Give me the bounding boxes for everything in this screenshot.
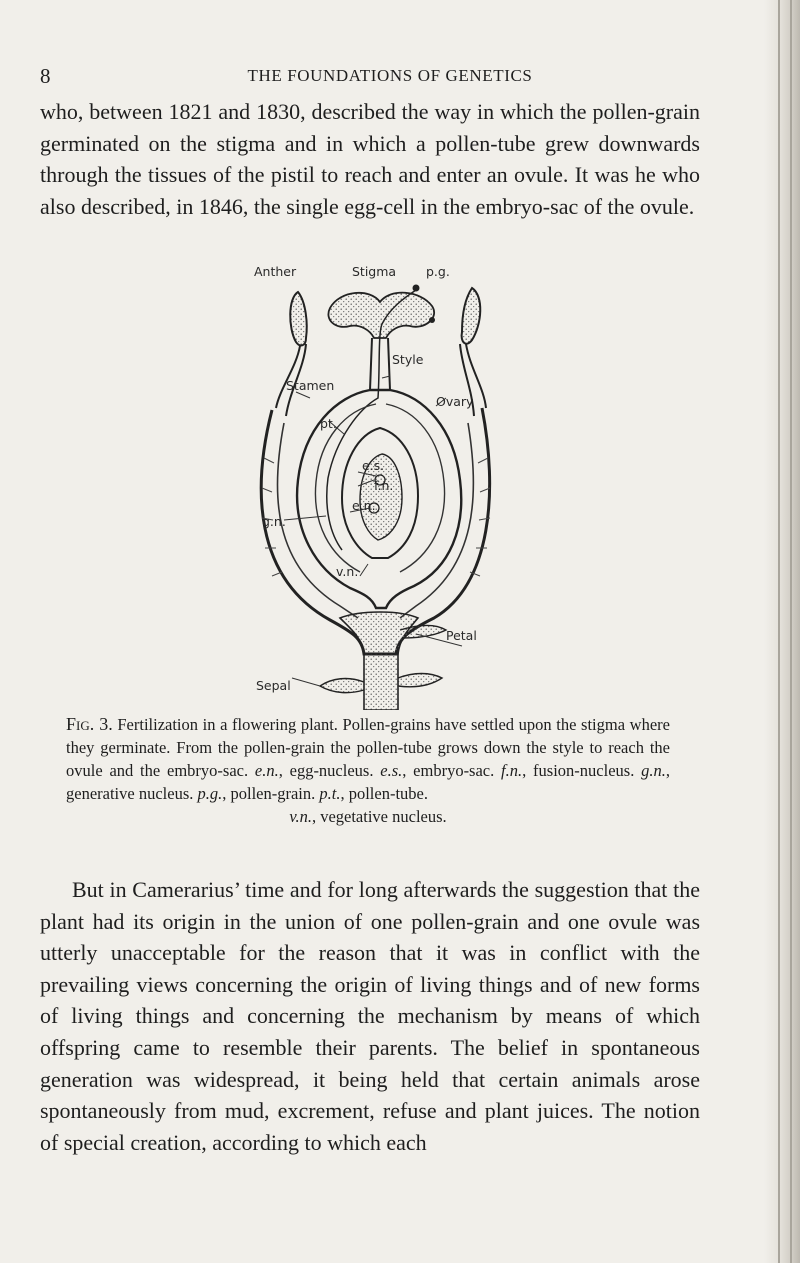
page-edge-line	[790, 0, 792, 1263]
body-paragraph-1: who, between 1821 and 1830, described the way in which the pollen-grain germinated on the stigma and in which a pollen-tube grew downwards through the tissues of the pistil to reach and enter an ovule. It was he who also described, in 1846, the single egg-cell in the embryo-sac of the ovule.	[40, 99, 700, 219]
label-style: Style	[392, 352, 424, 367]
anther-right	[462, 288, 481, 344]
label-vn: v.n.	[336, 564, 359, 579]
sepal-left	[320, 679, 364, 693]
caption-abbr: e.n.	[254, 761, 279, 780]
flower-stalk	[364, 654, 398, 710]
label-petal: Petal	[446, 628, 477, 643]
page-edge-line	[778, 0, 780, 1263]
caption-abbr: g.n.	[641, 761, 666, 780]
label-stamen: Stamen	[286, 378, 335, 393]
caption-meaning: , fusion-nucleus.	[522, 761, 642, 780]
running-head	[40, 64, 740, 94]
label-stigma: Stigma	[352, 264, 397, 279]
page-edge-shadow	[764, 0, 800, 1263]
caption-intro: Fertilization in a flowering plant. Pollen-grains have settled upon the stigma where they germinate. From the pollen-grain the pollen-tube grows down the style to reach the ovule and the embryo-sac.	[66, 715, 670, 780]
label-anther: Anther	[254, 264, 297, 279]
caption-meaning: , generative nucleus.	[66, 761, 670, 803]
caption-meaning: , embryo-sac.	[402, 761, 502, 780]
caption-abbr: p.t.	[319, 784, 341, 803]
caption-abbr: f.n.	[501, 761, 523, 780]
label-gn: g.n.	[262, 514, 286, 529]
caption-meaning: , vegetative nucleus.	[311, 807, 447, 826]
anther-left	[290, 292, 306, 345]
page-number: 8	[40, 64, 51, 88]
caption-abbr: e.s.	[380, 761, 403, 780]
label-en: e.n.	[352, 498, 376, 513]
caption-meaning: , egg-nucleus.	[278, 761, 381, 780]
caption-meaning: , pollen-grain.	[222, 784, 320, 803]
flower-fertilization-figure	[240, 258, 510, 710]
label-fn: f.n.	[374, 478, 394, 493]
flower-diagram	[240, 258, 510, 710]
figure-caption	[66, 713, 670, 828]
body-paragraph-2: But in Camerarius’ time and for long afterwards the suggestion that the plant had its origin in the union of one pollen-grain and one ovule was utterly unacceptable for the reason that it was in conflict with the prevailing views concerning the origin of living things and of new forms of living things and concerning the mechanism by means of which offspring came to resemble their parents. The belief in spontaneous generation was widespread, it being held that certain animals arose spontaneously from mud, excrement, refuse and plant juices. The notion of special creation, according to which each	[40, 877, 700, 1155]
label-pg: p.g.	[426, 264, 450, 279]
running-title: THE FOUNDATIONS OF GENETICS	[247, 66, 533, 85]
label-ovary: Ovary	[436, 394, 474, 409]
caption-abbr: v.n.	[289, 807, 312, 826]
caption-figure-number: Fig. 3.	[66, 714, 113, 734]
pollen-grain	[429, 317, 435, 323]
label-es: e.s.	[362, 458, 385, 473]
caption-last-line	[66, 805, 670, 828]
caption-meaning: , pollen-tube.	[340, 784, 428, 803]
label-sepal: Sepal	[256, 678, 291, 693]
label-pt: pt.	[320, 416, 337, 431]
sepal-right	[398, 674, 442, 687]
caption-abbr: p.g.	[197, 784, 223, 803]
